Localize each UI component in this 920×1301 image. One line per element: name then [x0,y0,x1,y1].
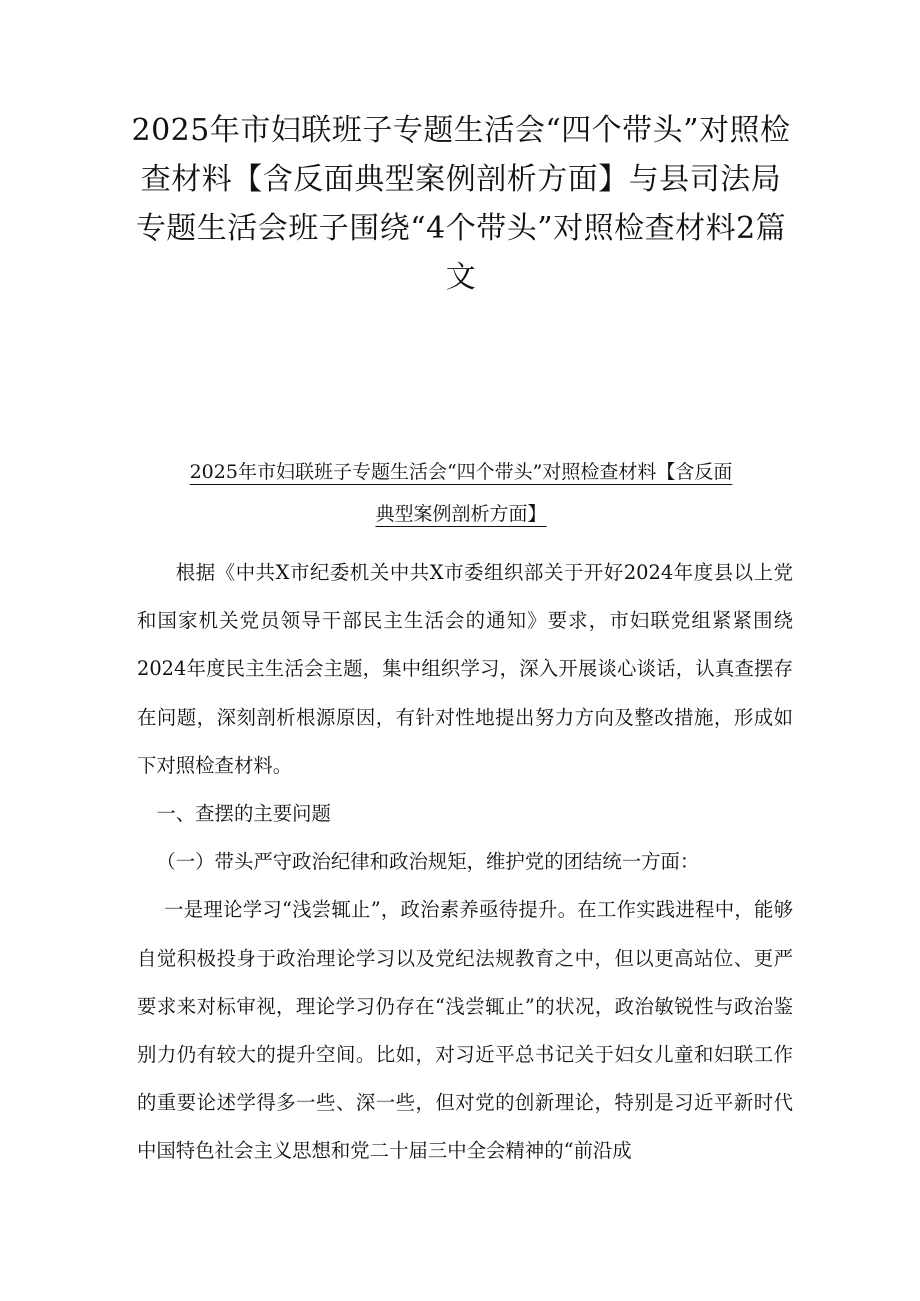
document-body [137,549,793,1176]
document-title-line-2: 典型案例剖析方面】 [375,503,547,525]
cover-title: 2025年市妇联班子专题生活会“四个带头”对照检查材料【含反面典型案例剖析方面】与县司法局专题生活会班子围绕“4个带头”对照检查材料2篇文 [131,113,791,295]
subsection-heading: （一）带头严守政治纪律和政治规矩，维护党的团结统一方面： [156,850,700,874]
section-heading: 一、查摆的主要问题 [156,802,331,826]
document-title-line-1: 2025年市妇联班子专题生活会“四个带头”对照检查材料【含反面 [189,461,733,483]
point-paragraph: 一是理论学习“浅尝辄止”，政治素养亟待提升。在工作实践进程中，能够自觉积极投身于政治理论学习以及党纪法规教育之中，但以更高站位、更严要求来对标审视，理论学习仍存在“浅尝辄止”的状况，政治敏锐性与政治鉴别力仍有较大的提升空间。比如，对习近平总书记关于妇女儿童和妇联工作的重要论述学得多一些、深一些，但对党的创新理论，特别是习近平新时代中国特色社会主义思想和党二十届三中全会精神的“前沿成 [137,898,793,1163]
document-title [150,452,772,534]
intro-paragraph: 根据《中共X市纪委机关中共X市委组织部关于开好2024年度县以上党和国家机关党员领导干部民主生活会的通知》要求，市妇联党组紧紧围绕2024年度民主生活会主题，集中组织学习，深入开展谈心谈话，认真查摆存在问题，深刻剖析根源原因，有针对性地提出努力方向及整改措施，形成如下对照检查材料。 [137,561,793,777]
